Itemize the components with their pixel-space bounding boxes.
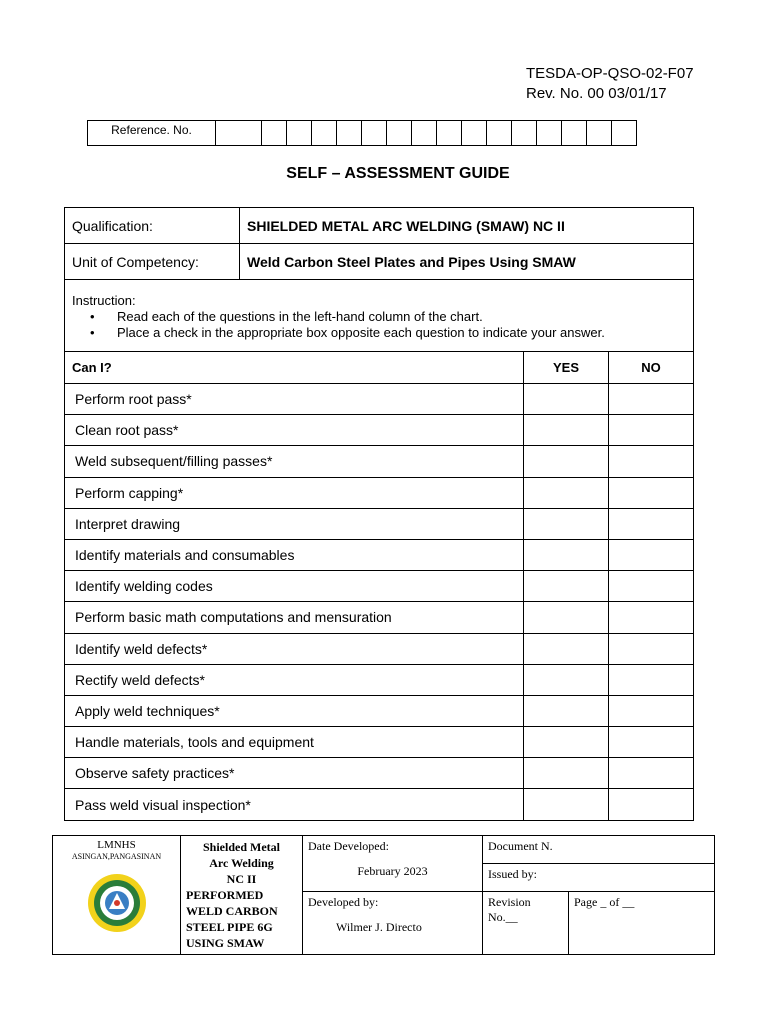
reference-digit-cell[interactable] <box>612 121 637 146</box>
question-row <box>65 571 694 602</box>
question-text: Interpret drawing <box>75 515 181 532</box>
question-cell <box>65 539 524 570</box>
qualification-row <box>65 208 694 244</box>
question-text: Apply weld techniques* <box>75 702 220 719</box>
yes-checkbox-cell[interactable] <box>524 571 609 602</box>
yes-checkbox-cell[interactable] <box>524 415 609 446</box>
yes-checkbox-cell[interactable] <box>524 384 609 415</box>
question-row <box>65 602 694 633</box>
question-text: Identify welding codes <box>75 578 213 595</box>
reference-digit-cell[interactable] <box>562 121 587 146</box>
no-checkbox-cell[interactable] <box>609 789 694 820</box>
question-row <box>65 727 694 758</box>
unit-value: Weld Carbon Steel Plates and Pipes Using SMAW <box>240 244 694 280</box>
no-checkbox-cell[interactable] <box>609 571 694 602</box>
question-text: Weld subsequent/filling passes* <box>75 453 273 470</box>
qualification-line: NC II <box>226 872 257 886</box>
question-row <box>65 664 694 695</box>
qualification-line: PERFORMED <box>186 888 264 902</box>
reference-digit-cell[interactable] <box>262 121 287 146</box>
question-row <box>65 384 694 415</box>
reference-digit-cell[interactable] <box>587 121 612 146</box>
yes-checkbox-cell[interactable] <box>524 727 609 758</box>
reference-digit-cell[interactable] <box>362 121 387 146</box>
no-checkbox-cell[interactable] <box>609 633 694 664</box>
no-checkbox-cell[interactable] <box>609 384 694 415</box>
qualification-value: SHIELDED METAL ARC WELDING (SMAW) NC II <box>240 208 694 244</box>
reference-label: Reference. No. <box>88 121 216 146</box>
reference-digit-cell[interactable] <box>387 121 412 146</box>
question-row <box>65 415 694 446</box>
question-cell <box>65 602 524 633</box>
qualification-line: USING SMAW <box>186 936 265 950</box>
no-checkbox-cell[interactable] <box>609 664 694 695</box>
question-row <box>65 695 694 726</box>
developed-by-cell <box>303 892 483 955</box>
question-text: Observe safety practices* <box>75 765 235 782</box>
school-location: ASINGAN,PANGASINAN <box>71 852 162 861</box>
document-code: TESDA-OP-QSO-02-F07 <box>526 65 694 82</box>
no-checkbox-cell[interactable] <box>609 446 694 477</box>
question-text: Identify materials and consumables <box>75 547 295 564</box>
reference-number-table <box>87 120 637 146</box>
yes-checkbox-cell[interactable] <box>524 633 609 664</box>
question-text: Perform capping* <box>75 484 184 501</box>
question-text: Handle materials, tools and equipment <box>75 734 314 751</box>
instruction-list <box>88 309 686 341</box>
qualification-line: Arc Welding <box>209 856 274 870</box>
yes-checkbox-cell[interactable] <box>524 602 609 633</box>
no-checkbox-cell[interactable] <box>609 695 694 726</box>
yes-checkbox-cell[interactable] <box>524 758 609 789</box>
qualification-line: Shielded Metal <box>203 840 280 854</box>
document-code-block <box>526 64 694 104</box>
reference-digit-cell[interactable] <box>312 121 337 146</box>
question-row <box>65 446 694 477</box>
developed-by-label: Developed by: <box>308 895 379 909</box>
instruction-item: • Read each of the questions in the left-hand column of the chart. <box>88 309 686 325</box>
can-i-header: Can I? <box>65 352 524 384</box>
question-text: Perform basic math computations and mensuration <box>75 609 392 626</box>
no-checkbox-cell[interactable] <box>609 727 694 758</box>
page-label: Page _ of __ <box>574 895 635 909</box>
question-cell <box>65 789 524 820</box>
date-developed-label: Date Developed: <box>308 839 389 853</box>
reference-digit-cell[interactable] <box>412 121 437 146</box>
yes-checkbox-cell[interactable] <box>524 446 609 477</box>
question-cell <box>65 664 524 695</box>
no-checkbox-cell[interactable] <box>609 539 694 570</box>
school-seal-logo <box>87 873 147 933</box>
instruction-row <box>65 280 694 352</box>
qualification-label: Qualification: <box>65 208 240 244</box>
question-row <box>65 789 694 820</box>
document-no-label: Document N. <box>488 839 553 853</box>
issued-by-cell <box>483 864 715 892</box>
developed-by-value: Wilmer J. Directo <box>336 920 422 934</box>
question-row <box>65 539 694 570</box>
school-name: LMNHS <box>97 839 136 851</box>
revision-number: No.__ <box>488 910 518 924</box>
yes-header: YES <box>524 352 609 384</box>
question-cell <box>65 727 524 758</box>
revision-cell <box>483 892 569 955</box>
qualification-cell <box>181 836 303 955</box>
question-row <box>65 508 694 539</box>
revision-label: Revision <box>488 895 531 909</box>
no-checkbox-cell[interactable] <box>609 508 694 539</box>
reference-digit-cell[interactable] <box>462 121 487 146</box>
question-cell <box>65 758 524 789</box>
yes-checkbox-cell[interactable] <box>524 695 609 726</box>
question-row <box>65 477 694 508</box>
question-row <box>65 758 694 789</box>
reference-digit-cell[interactable] <box>487 121 512 146</box>
question-cell <box>65 633 524 664</box>
assessment-table <box>64 207 694 821</box>
question-cell <box>65 571 524 602</box>
qualification-line: WELD CARBON <box>186 904 278 918</box>
question-text: Identify weld defects* <box>75 640 208 657</box>
no-checkbox-cell[interactable] <box>609 477 694 508</box>
page-title: SELF – ASSESSMENT GUIDE <box>286 165 510 182</box>
date-developed-cell <box>303 836 483 892</box>
unit-label: Unit of Competency: <box>65 244 240 280</box>
yes-checkbox-cell[interactable] <box>524 508 609 539</box>
unit-row <box>65 244 694 280</box>
yes-checkbox-cell[interactable] <box>524 539 609 570</box>
reference-digit-cell[interactable] <box>537 121 562 146</box>
reference-digit-cell[interactable] <box>512 121 537 146</box>
column-header-row <box>65 352 694 384</box>
question-cell <box>65 477 524 508</box>
question-text: Pass weld visual inspection* <box>75 796 251 813</box>
page-cell <box>569 892 715 955</box>
no-checkbox-cell[interactable] <box>609 415 694 446</box>
instruction-item: • Place a check in the appropriate box opposite each question to indicate your answer. <box>88 325 686 341</box>
no-header: NO <box>609 352 694 384</box>
question-cell <box>65 695 524 726</box>
question-row <box>65 633 694 664</box>
question-cell <box>65 415 524 446</box>
instruction-label: Instruction: <box>72 293 136 308</box>
yes-checkbox-cell[interactable] <box>524 789 609 820</box>
qualification-line: STEEL PIPE 6G <box>186 920 273 934</box>
issued-by-label: Issued by: <box>488 867 537 881</box>
document-no-cell <box>483 836 715 864</box>
revision-info: Rev. No. 00 03/01/17 <box>526 85 667 102</box>
footer-table <box>52 835 715 955</box>
no-checkbox-cell[interactable] <box>609 758 694 789</box>
reference-digit-cell[interactable] <box>437 121 462 146</box>
yes-checkbox-cell[interactable] <box>524 664 609 695</box>
question-cell <box>65 508 524 539</box>
question-cell <box>65 446 524 477</box>
instruction-cell <box>65 280 694 352</box>
reference-digit-cell[interactable] <box>216 121 262 146</box>
question-text: Clean root pass* <box>75 422 179 439</box>
question-text: Perform root pass* <box>75 391 192 408</box>
date-developed-value: February 2023 <box>357 864 428 878</box>
reference-digit-cell[interactable] <box>287 121 312 146</box>
school-cell <box>53 836 181 955</box>
question-cell <box>65 384 524 415</box>
no-checkbox-cell[interactable] <box>609 602 694 633</box>
yes-checkbox-cell[interactable] <box>524 477 609 508</box>
question-text: Rectify weld defects* <box>75 671 205 688</box>
reference-digit-cell[interactable] <box>337 121 362 146</box>
